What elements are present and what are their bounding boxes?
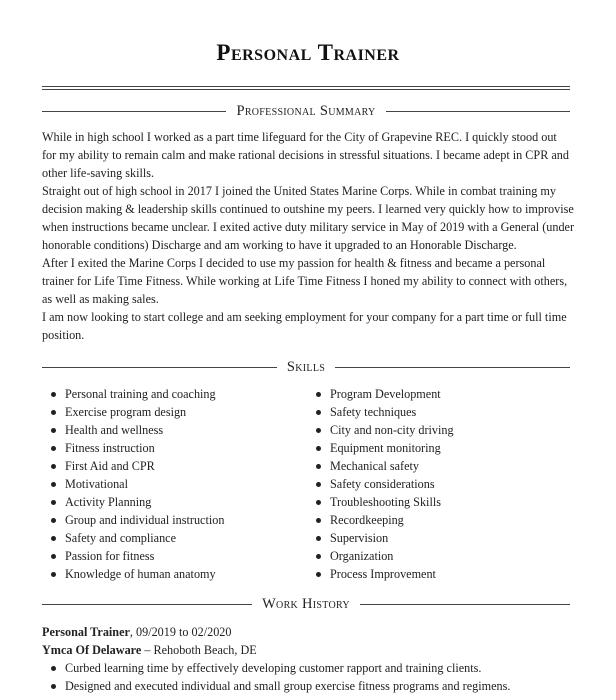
- summary-paragraph-2: Straight out of high school in 2017 I joined the United States Marine Corps. While in combat training my decision making & leadership skills continued to outshine my peers. I learned very quickly how to improvise when instructions became unclear. I exited active duty military service in May of 2019 with a General (under honorable conditions) Discharge and am working to have it upgraded to an Honorable Discharge.: [42, 184, 575, 252]
- skill-item: First Aid and CPR: [48, 457, 224, 475]
- skill-item: Mechanical safety: [313, 457, 454, 475]
- job-title: Personal Trainer: [42, 625, 130, 639]
- skill-item: Program Development: [313, 385, 454, 403]
- skill-item: Knowledge of human anatomy: [48, 565, 224, 583]
- heading-rule-left: [42, 111, 226, 112]
- skill-item: Fitness instruction: [48, 439, 224, 457]
- skill-item: Personal training and coaching: [48, 385, 224, 403]
- skill-item: Passion for fitness: [48, 547, 224, 565]
- skill-item: Safety and compliance: [48, 529, 224, 547]
- work-history-title: Work History: [262, 595, 350, 612]
- skill-item: City and non-city driving: [313, 421, 454, 439]
- summary-paragraph-1: While in high school I worked as a part time lifeguard for the City of Grapevine REC. I quickly stood out for my ability to remain calm and make rational decisions in stressful situations. I became adept in CPR and other life-saving skills.: [42, 130, 569, 180]
- skill-item: Safety techniques: [313, 403, 454, 421]
- skill-item: Equipment monitoring: [313, 439, 454, 457]
- work-history-heading: [42, 594, 570, 614]
- skill-item: Recordkeeping: [313, 511, 454, 529]
- heading-rule-right: [335, 367, 570, 368]
- summary-title: Professional Summary: [236, 102, 376, 119]
- job-bullets: [48, 659, 510, 695]
- skill-item: Activity Planning: [48, 493, 224, 511]
- job-company-line: [42, 641, 257, 659]
- resume-name: Personal Trainer: [216, 40, 400, 65]
- heading-rule-right: [360, 604, 570, 605]
- heading-rule-left: [42, 604, 252, 605]
- job-company: Ymca Of Delaware: [42, 643, 142, 657]
- summary-body: [42, 128, 574, 344]
- skill-item: Process Improvement: [313, 565, 454, 583]
- skill-item: Motivational: [48, 475, 224, 493]
- skills-list-right: [313, 385, 454, 583]
- job-bullet: Designed and executed individual and small group exercise fitness programs and regimens.: [48, 677, 510, 695]
- skills-list-left: [48, 385, 224, 583]
- skill-item: Health and wellness: [48, 421, 224, 439]
- skills-heading: [42, 357, 570, 377]
- skill-item: Supervision: [313, 529, 454, 547]
- header-divider: [42, 86, 570, 90]
- skill-item: Organization: [313, 547, 454, 565]
- skill-item: Safety considerations: [313, 475, 454, 493]
- job-bullet: Curbed learning time by effectively developing customer rapport and training clients.: [48, 659, 510, 677]
- job-dates: , 09/2019 to 02/2020: [129, 625, 232, 639]
- summary-paragraph-4: I am now looking to start college and am seeking employment for your company for a part time or full time position.: [42, 310, 567, 342]
- skill-item: Troubleshooting Skills: [313, 493, 454, 511]
- skill-item: Group and individual instruction: [48, 511, 224, 529]
- heading-rule-right: [386, 111, 570, 112]
- summary-paragraph-3: After I exited the Marine Corps I decided to use my passion for health & fitness and became a personal trainer for Life Time Fitness. While working at Life Time Fitness I honed my ability to connect with others, as well as making sales.: [42, 256, 568, 306]
- skills-title: Skills: [286, 358, 326, 375]
- summary-heading: [42, 101, 570, 121]
- job-title-line: [42, 623, 231, 641]
- heading-rule-left: [42, 367, 277, 368]
- job-location: – Rehoboth Beach, DE: [141, 643, 257, 657]
- skill-item: Exercise program design: [48, 403, 224, 421]
